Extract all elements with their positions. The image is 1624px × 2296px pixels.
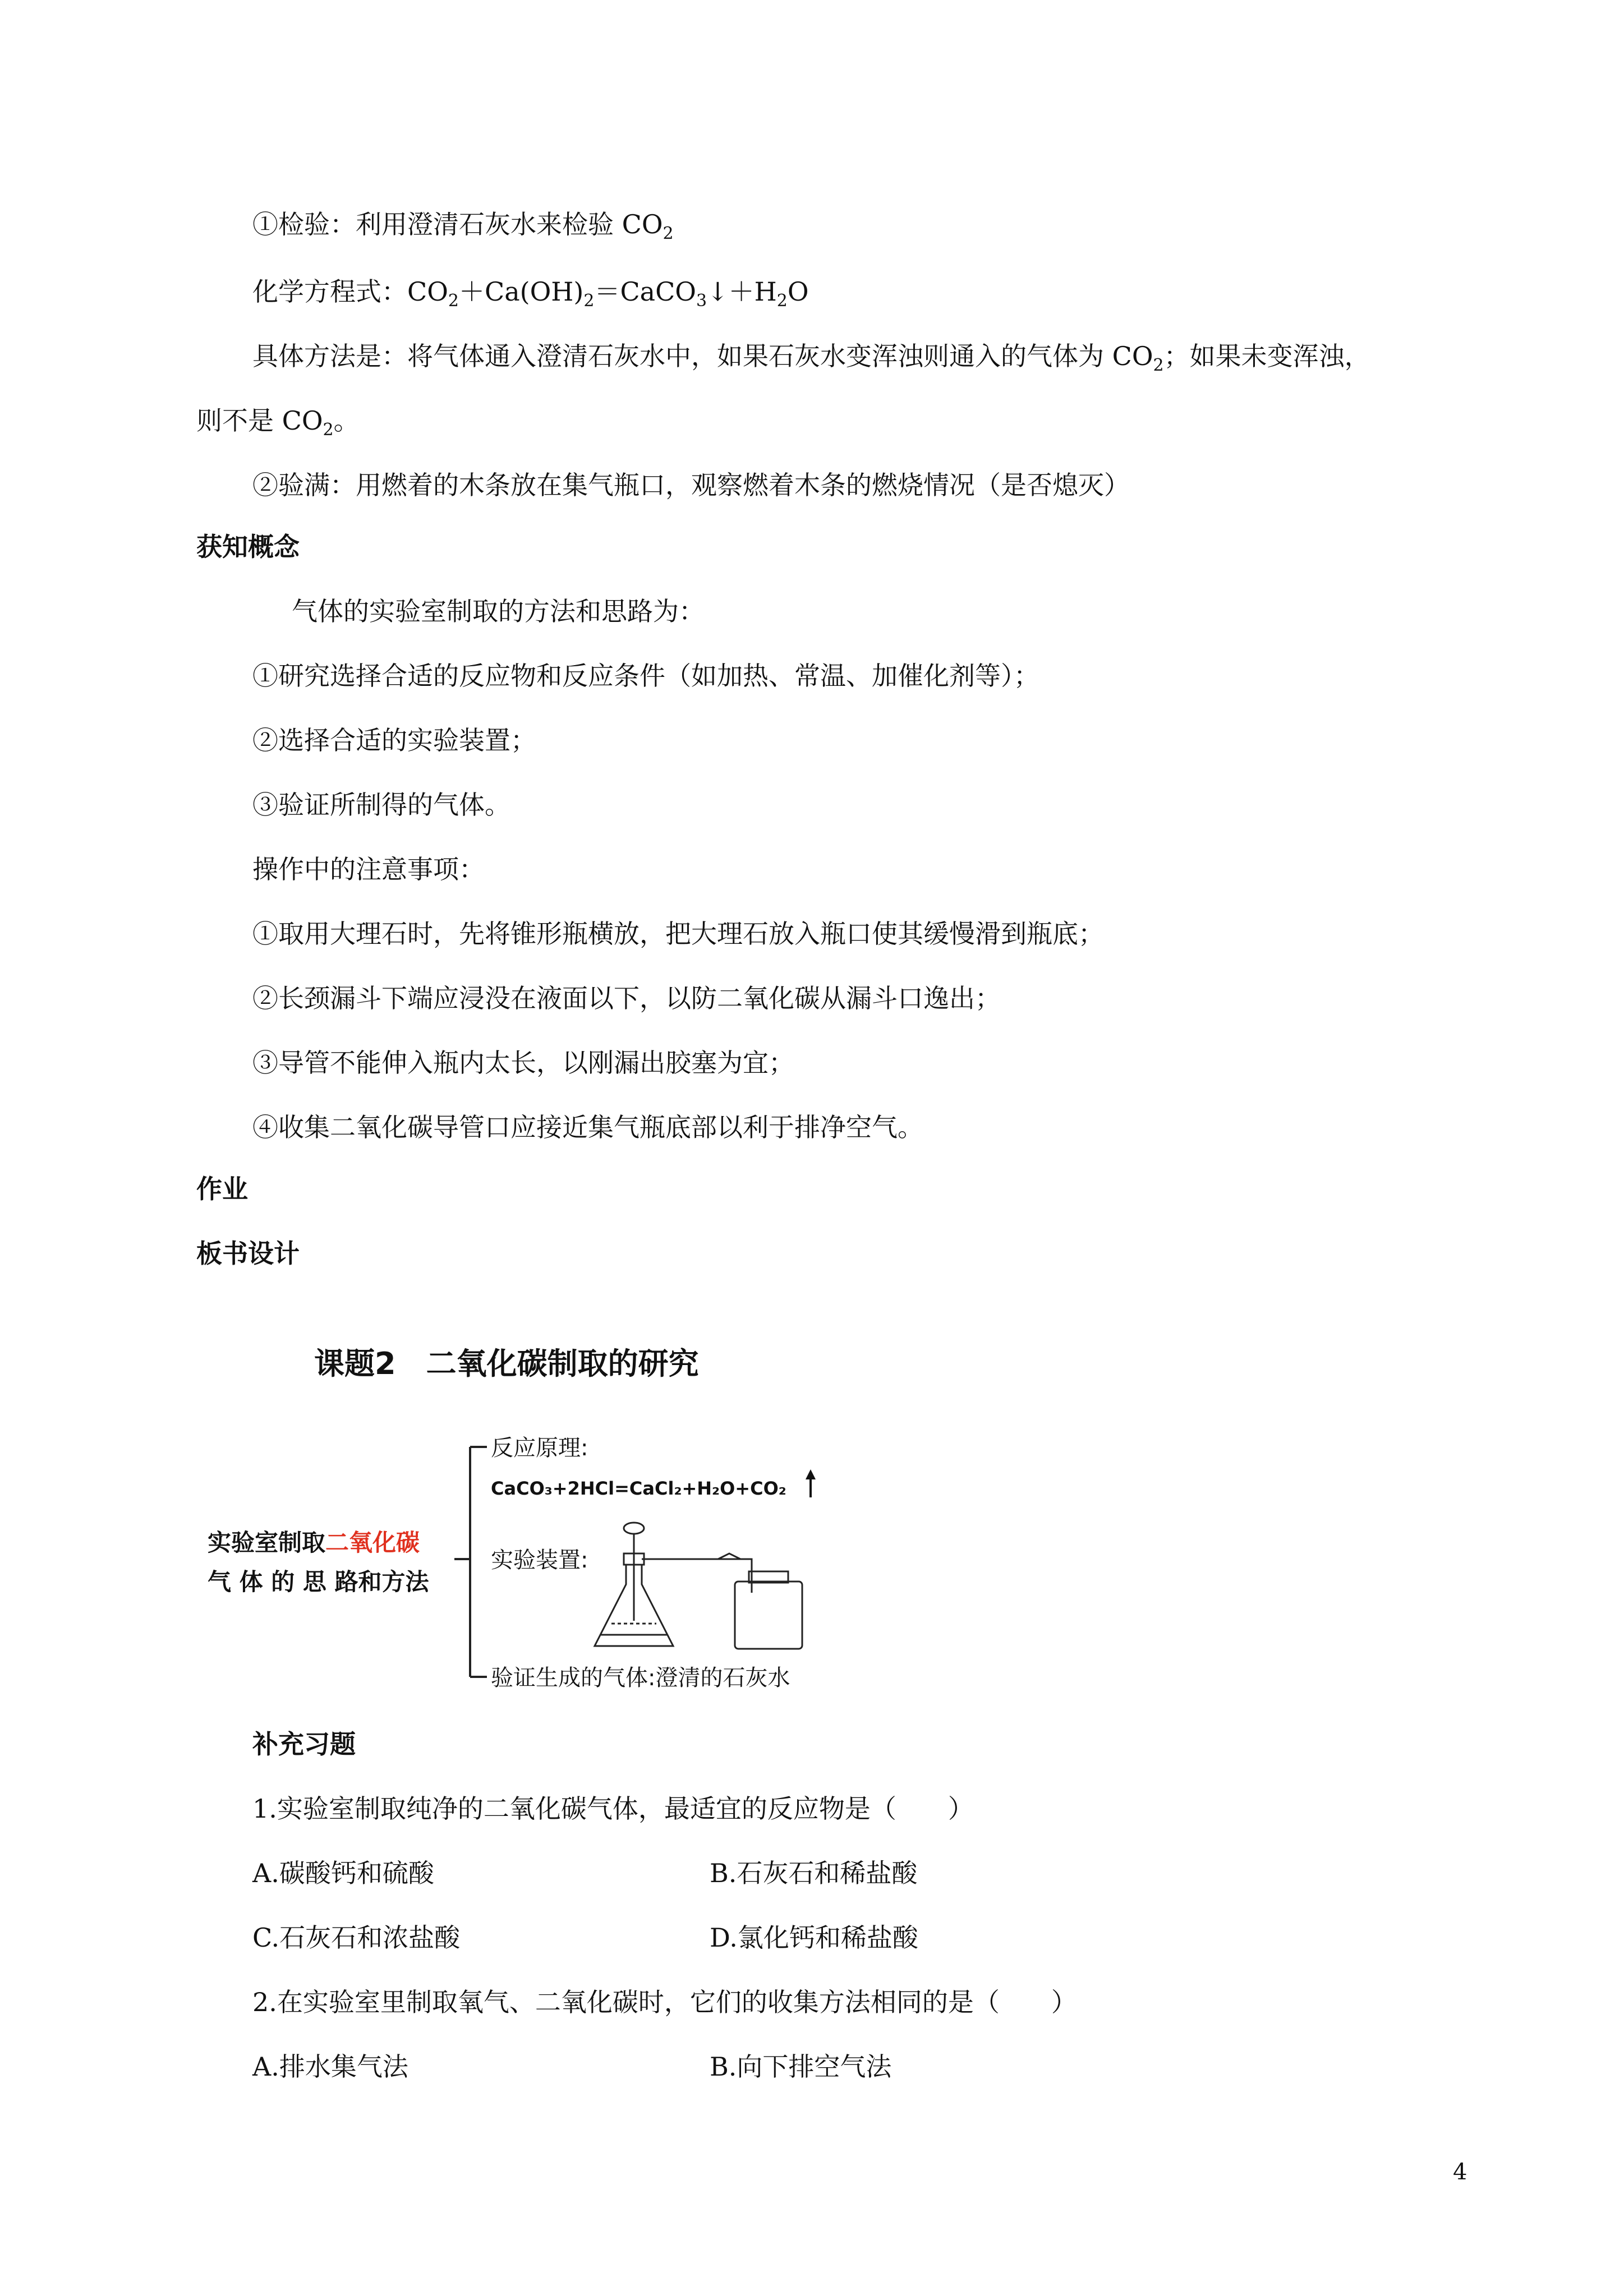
text: ＝CaCO	[594, 276, 696, 307]
text: 则不是 CO	[196, 405, 323, 436]
question-2: 2.在实验室里制取氧气、二氧化碳时，它们的收集方法相同的是（ ）	[252, 1987, 1077, 2017]
left-label-highlight: 二氧化碳	[325, 1529, 420, 1556]
heading-board-design: 板书设计	[196, 1238, 300, 1269]
heading-concepts: 获知概念	[196, 532, 300, 562]
subscript: 2	[448, 291, 459, 311]
subscript: 2	[1153, 356, 1164, 375]
bracket-lines	[454, 1447, 487, 1677]
branch-apparatus: 实验装置:	[491, 1547, 588, 1573]
concept-intro: 气体的实验室制取的方法和思路为：	[292, 596, 705, 626]
concept-item-3: ③验证所制得的气体。	[252, 790, 510, 820]
q1-option-d: D.氯化钙和稀盐酸	[710, 1922, 918, 1953]
q1-option-a: A.碳酸钙和硫酸	[252, 1858, 434, 1888]
gas-arrow-head-icon	[806, 1469, 816, 1479]
branch-verification: 验证生成的气体:澄清的石灰水	[491, 1665, 790, 1688]
note-item-2: ②长颈漏斗下端应浸没在液面以下，以防二氧化碳从漏斗口逸出；	[252, 983, 1001, 1013]
concept-item-2: ②选择合适的实验装置；	[252, 725, 536, 755]
fullness-test-line: ②验满：用燃着的木条放在集气瓶口，观察燃着木条的燃烧情况（是否熄灭）	[252, 470, 1130, 500]
reaction-equation: CaCO₃+2HCl=CaCl₂+H₂O+CO₂	[491, 1478, 786, 1499]
question-1: 1.实验室制取纯净的二氧化碳气体，最适宜的反应物是（ ）	[252, 1794, 974, 1824]
left-label-part: 实验室制取	[208, 1529, 326, 1556]
subscript: 2	[776, 291, 788, 311]
board-left-label-1	[208, 1529, 420, 1556]
text: 具体方法是：将气体通入澄清石灰水中，如果石灰水变浑浊则通入的气体为 CO	[252, 341, 1153, 371]
subscript: 2	[323, 420, 334, 440]
note-item-1: ①取用大理石时，先将锥形瓶横放，把大理石放入瓶口使其缓慢滑到瓶底；	[252, 919, 1104, 949]
subscript: 3	[696, 291, 707, 311]
notes-intro: 操作中的注意事项：	[252, 854, 485, 884]
note-item-4: ④收集二氧化碳导管口应接近集气瓶底部以利于排净空气。	[252, 1112, 923, 1142]
branch-principle: 反应原理:	[491, 1435, 588, 1461]
text: ＋Ca(OH)	[459, 276, 584, 307]
text: 化学方程式：CO	[252, 276, 448, 307]
board-design-diagram	[202, 1329, 903, 1688]
q2-option-a: A.排水集气法	[252, 2051, 408, 2082]
method-line	[252, 339, 1370, 382]
text: O	[787, 276, 809, 307]
q1-option-c: C.石灰石和浓盐酸	[252, 1922, 461, 1953]
equation-line	[252, 275, 809, 318]
board-left-label-2: 气 体 的 思 路和方法	[208, 1568, 429, 1596]
text: ；如果未变浑浊，	[1163, 341, 1370, 371]
board-title: 课题2 二氧化碳制取的研究	[314, 1346, 699, 1381]
subscript: 2	[663, 224, 674, 243]
apparatus-icon	[595, 1523, 802, 1649]
co2-test-line	[252, 208, 674, 251]
q2-option-b: B.向下排空气法	[710, 2051, 892, 2082]
concept-item-1: ①研究选择合适的反应物和反应条件（如加热、常温、加催化剂等）；	[252, 661, 1039, 691]
q1-option-b: B.石灰石和稀盐酸	[710, 1858, 918, 1888]
page-number: 4	[1453, 2159, 1467, 2185]
subscript: 2	[583, 291, 595, 311]
text: ①检验：利用澄清石灰水来检验 CO	[252, 209, 663, 239]
text: 。	[333, 405, 360, 436]
method-line-cont	[196, 404, 360, 447]
heading-homework: 作业	[196, 1174, 248, 1204]
note-item-3: ③导管不能伸入瓶内太长，以刚漏出胶塞为宜；	[252, 1048, 794, 1078]
text: ↓＋H	[707, 276, 777, 307]
heading-exercises: 补充习题	[252, 1729, 356, 1759]
